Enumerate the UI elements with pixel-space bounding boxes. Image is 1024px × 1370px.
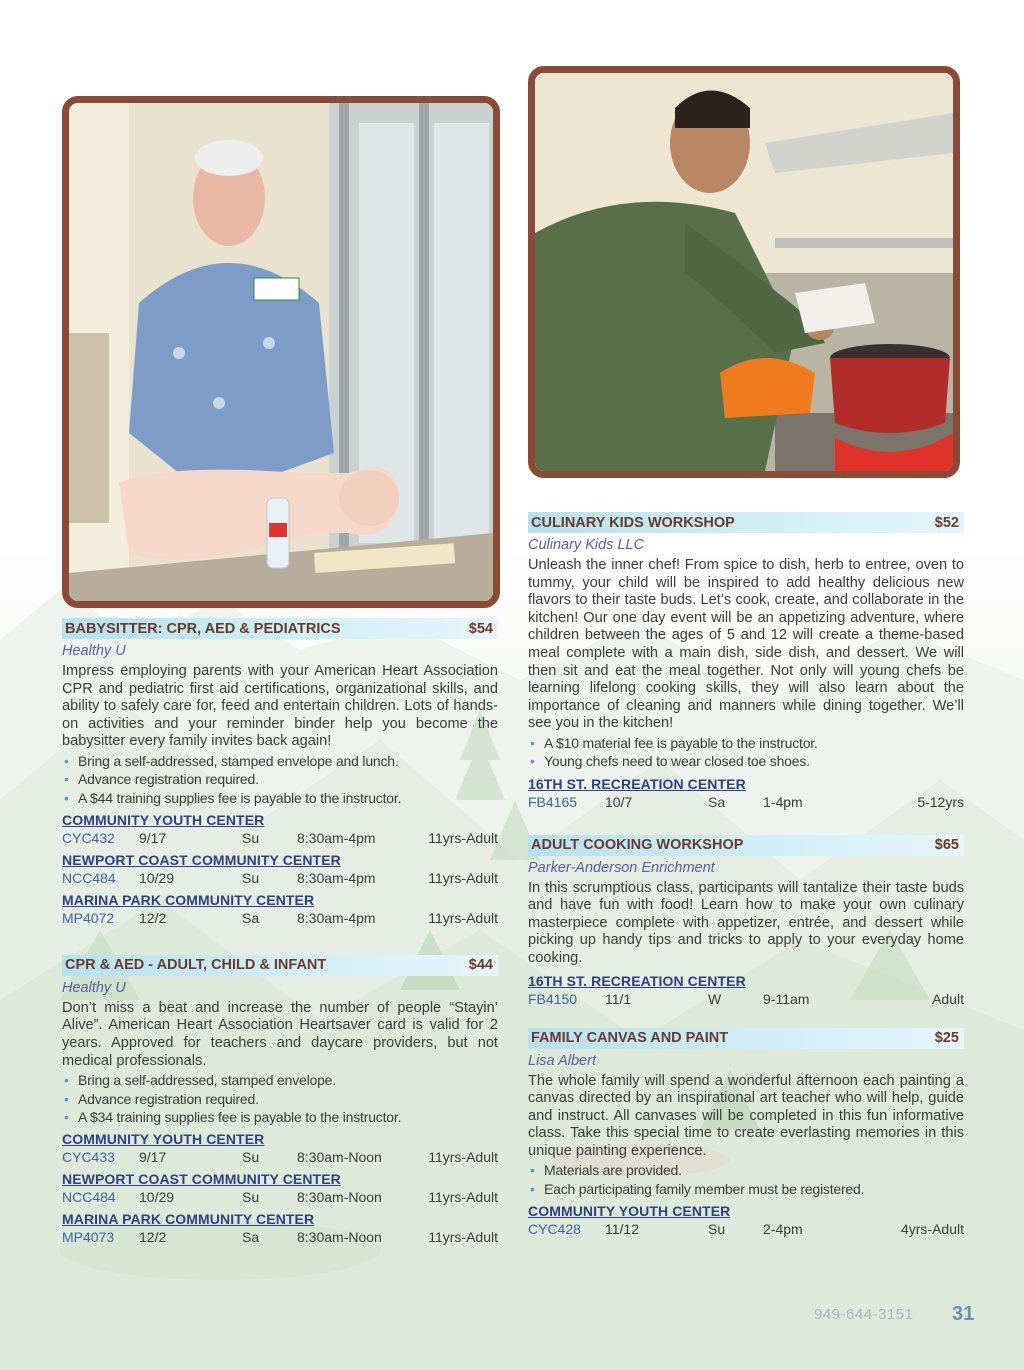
session-day: Su — [242, 1149, 260, 1166]
course-note: • A $34 training supplies fee is payable to the instructor. — [62, 1108, 498, 1126]
session-age: Adult — [932, 990, 964, 1007]
course-note: • Bring a self-addressed, stamped envelope. — [62, 1071, 498, 1089]
session-time: 8:30am-Noon — [297, 1229, 382, 1246]
course-title: CULINARY KIDS WORKSHOP — [531, 514, 735, 531]
course-note: • Materials are provided. — [528, 1161, 964, 1179]
session-location-link[interactable]: NEWPORT COAST COMMUNITY CENTER — [62, 1171, 341, 1188]
session-code[interactable]: CYC433 — [62, 1149, 115, 1166]
session-time: 1-4pm — [763, 793, 803, 810]
course-section — [528, 1028, 964, 1239]
session-age: 11yrs-Adult — [428, 909, 498, 926]
course-provider: Culinary Kids LLC — [528, 537, 645, 553]
page-number: 31 — [952, 1303, 975, 1325]
course-price: $65 — [934, 837, 959, 854]
session-age: 4yrs-Adult — [900, 1221, 964, 1238]
course-title: CPR & AED - ADULT, CHILD & INFANT — [65, 957, 327, 974]
course-title-bar — [62, 618, 498, 639]
course-note: • Advance registration required. — [62, 1090, 498, 1108]
session-date: 10/29 — [139, 1189, 175, 1206]
course-title-bar — [528, 835, 964, 856]
session-row — [62, 1148, 498, 1166]
session-date: 10/7 — [605, 793, 633, 810]
session-time: 8:30am-Noon — [297, 1149, 382, 1166]
course-note: • A $44 training supplies fee is payable to the instructor. — [62, 789, 498, 807]
session-day: Su — [242, 829, 260, 846]
session-location-link[interactable]: COMMUNITY YOUTH CENTER — [528, 1203, 731, 1220]
course-notes — [528, 734, 964, 771]
session-age: 11yrs-Adult — [428, 1189, 498, 1206]
course-title-bar — [528, 512, 964, 533]
session-code[interactable]: CYC428 — [528, 1221, 581, 1238]
course-provider: Lisa Albert — [528, 1052, 596, 1069]
session-time: 8:30am-Noon — [297, 1189, 382, 1206]
course-description: Unleash the inner chef! From spice to dish, herb to entree, oven to tummy, your child will be inspired to add healthy delicious new flavors to their taste buds. Let’s cook, create, and collaborate in the kitchen! Our one day event will be an appetizing adventure, where children between the ages of 5 and 12 will create a theme-based meal complete with a main dish, side dish, and dessert. We will then sit and eat the meal together. Not only will young chefs be learning lifelong cooking skills, they will also learn about the importance of cleaning and manners while dining together. We’ll see you in the kitchen! — [528, 557, 964, 732]
cpr-photo — [62, 96, 500, 608]
session-code[interactable]: FB4150 — [528, 990, 578, 1007]
session-age: 5-12yrs — [917, 793, 964, 810]
session-date: 12/2 — [139, 909, 167, 926]
session-location-link[interactable]: 16TH ST. RECREATION CENTER — [528, 775, 746, 792]
session-age: 11yrs-Adult — [428, 1229, 498, 1246]
course-note: • Each participating family member must be registered. — [528, 1180, 964, 1198]
course-notes — [528, 1161, 964, 1198]
course-description: The whole family will spend a wonderful afternoon each painting a canvas directed by an inspirational art teacher who will help, guide and instruct. All canvases will be completed in this fun informative class. Take this special time to create everlasting memories in this unique painting experience. — [528, 1072, 964, 1159]
session-location-link[interactable]: COMMUNITY YOUTH CENTER — [62, 1131, 265, 1148]
session-date: 11/12 — [605, 1221, 639, 1238]
session-date: 9/17 — [139, 829, 167, 846]
course-note: • Bring a self-addressed, stamped envelope and lunch. — [62, 752, 498, 770]
session-code[interactable]: FB4165 — [528, 793, 578, 810]
session-age: 11yrs-Adult — [428, 869, 498, 886]
session-code[interactable]: CYC432 — [62, 829, 115, 846]
session-code[interactable]: MP4073 — [62, 1229, 115, 1246]
course-title: FAMILY CANVAS AND PAINT — [531, 1030, 729, 1046]
course-description: Don’t miss a beat and increase the number of people “Stayin’ Alive”. American Heart Association Heartsaver card is valid for 2 years. Approved for teachers and daycare providers, but not medical professionals. — [62, 999, 498, 1069]
session-date: 12/2 — [139, 1229, 167, 1246]
session-time: 2-4pm — [763, 1221, 803, 1238]
session-date: 10/29 — [139, 869, 175, 886]
session-row — [62, 829, 498, 847]
session-time: 9-11am — [763, 990, 810, 1007]
session-age: 11yrs-Adult — [428, 829, 498, 846]
course-title: ADULT COOKING WORKSHOP — [531, 837, 744, 854]
session-day: Su — [242, 1189, 260, 1206]
course-price: $25 — [934, 1030, 959, 1046]
session-row — [528, 990, 964, 1008]
session-row — [62, 869, 498, 887]
session-code[interactable]: MP4072 — [62, 909, 115, 926]
session-location-link[interactable]: 16TH ST. RECREATION CENTER — [528, 972, 746, 989]
course-price: $44 — [468, 957, 493, 974]
session-code[interactable]: NCC484 — [62, 1189, 116, 1206]
session-location-link[interactable]: MARINA PARK COMMUNITY CENTER — [62, 891, 315, 908]
footer-phone: 949-644-3151 — [814, 1306, 914, 1323]
course-description: Impress employing parents with your American Heart Association CPR and pediatric first aid certifications, organizational skills, and ability to safely care for, feed and entertain children. Lots of hands-on activities and your reminder binder help you become the babysitter every family invites back again! — [62, 663, 498, 750]
session-day: Su — [242, 869, 260, 886]
session-time: 8:30am-4pm — [297, 909, 376, 926]
session-day: Sa — [242, 1229, 260, 1246]
session-location-link[interactable]: NEWPORT COAST COMMUNITY CENTER — [62, 851, 341, 868]
cooking-photo — [528, 66, 960, 478]
session-row — [62, 909, 498, 927]
course-description: In this scrumptious class, participants will tantalize their taste buds and have fun with food! Learn how to make your own culinary masterpiece complete with appetizer, entrée, and dessert while picking up handy tips and tricks to apply to your everyday home cooking. — [528, 879, 964, 966]
session-location-link[interactable]: COMMUNITY YOUTH CENTER — [62, 811, 265, 828]
course-title: BABYSITTER: CPR, AED & PEDIATRICS — [65, 620, 341, 637]
course-notes — [62, 1071, 498, 1126]
session-day: Su — [708, 1221, 726, 1238]
session-day: Sa — [242, 909, 260, 926]
course-provider: Healthy U — [62, 979, 126, 996]
session-row — [62, 1188, 498, 1206]
left-column — [62, 96, 498, 1246]
course-note: • Young chefs need to wear closed toe shoes. — [528, 752, 964, 770]
session-day: W — [708, 990, 722, 1007]
right-column — [528, 66, 964, 1238]
session-time: 8:30am-4pm — [297, 829, 376, 846]
session-day: Sa — [708, 793, 726, 810]
course-provider: Parker-Anderson Enrichment — [528, 859, 715, 876]
course-title-bar — [528, 1028, 964, 1049]
course-price: $52 — [934, 514, 959, 531]
session-date: 11/1 — [605, 990, 632, 1007]
course-section — [528, 512, 964, 811]
course-title-bar — [62, 955, 498, 976]
course-note: • Advance registration required. — [62, 770, 498, 788]
session-location-link[interactable]: MARINA PARK COMMUNITY CENTER — [62, 1211, 315, 1228]
course-note: • A $10 material fee is payable to the instructor. — [528, 734, 964, 752]
session-row — [528, 1220, 964, 1238]
session-date: 9/17 — [139, 1149, 167, 1166]
session-code[interactable]: NCC484 — [62, 869, 116, 886]
course-section — [528, 835, 964, 1008]
session-row — [62, 1228, 498, 1246]
session-row — [528, 793, 964, 811]
course-price: $54 — [468, 620, 493, 637]
course-section — [62, 955, 498, 1246]
course-provider: Healthy U — [62, 643, 126, 659]
session-age: 11yrs-Adult — [428, 1149, 498, 1166]
course-section — [62, 618, 498, 927]
session-time: 8:30am-4pm — [297, 869, 376, 886]
course-notes — [62, 752, 498, 807]
